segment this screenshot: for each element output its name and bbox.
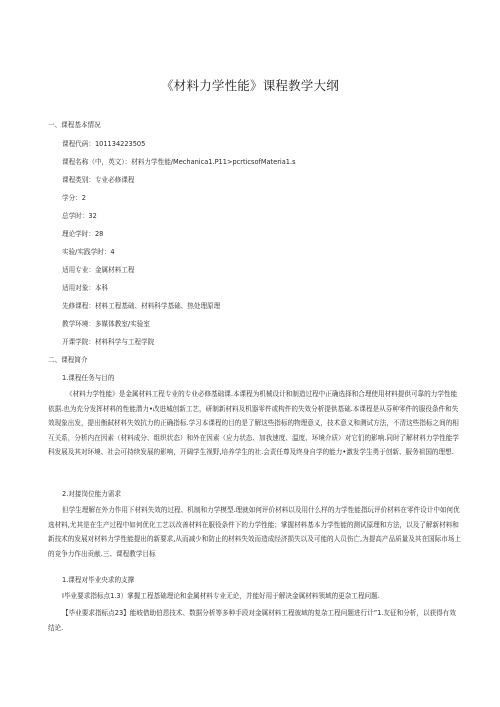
info-audience: 适用对象：本科: [62, 284, 109, 292]
paragraph-job-abilities: 但学生理解在外力作用下材料失效的过程、机制和力学模型.理就如何评价材料以及用什么样的力学性能指玩评价材料在零件设计中如何优选材料,尤其是在生产过程中如何优化工艺以改善材料在服役条件下的力学性能；掌握材料基本力学性能的测试原理和方法，以及了解新材料和新技术的发展对材料力学性能提出的新要求,从而减少和防止的材料失效而造成经济损失以及可能的人员伤亡,为提高产品质量及其在国际市场上的竞争力作出贡献.三、课程教学目标: [48, 506, 462, 558]
info-course-category: 课程类别：专业必修课程: [62, 176, 135, 184]
info-total-hours: 总学时：32: [62, 212, 97, 220]
subheading-task-purpose: 1.课程任务与目的: [62, 374, 115, 382]
graduation-requirement-1: I毕业要求指标点1.3）掌握工程基础理论和金属材料专业无论，并能好用于解决金属材料领域的更杂工程问题.: [62, 592, 380, 600]
section-heading-basic-info: 一、课程基本情况: [48, 121, 101, 129]
section-heading-intro: 二、课程简介: [48, 356, 88, 364]
info-prerequisites: 先修课程：材料工程基础、材料科学基础、热处理原理: [62, 302, 221, 310]
info-major: 适用专业：金属材料工程: [62, 266, 135, 274]
info-teaching-environment: 教学环境：多媒体教室/实验室: [62, 320, 150, 328]
subheading-job-abilities: 2.对接岗位能力需求: [62, 490, 122, 498]
info-college: 开课学院：材料科学与工程学院: [62, 338, 155, 346]
subheading-graduation-support: 1.课程对毕业央求的支撑: [62, 576, 135, 584]
document-title: 《材料力学性能》课程教学大纲: [161, 78, 339, 93]
info-theory-hours: 理论学时：28: [62, 230, 104, 238]
info-credits: 学分：2: [62, 194, 86, 202]
paragraph-task-purpose: 《材料力学性能》是金属材料工程专业的专业必修基础课.本课程为机械设计和制造过程中正确选择和合理使用材料提供可靠的力学性能依据.也为充分发挥材料的性能潜力•改进城创新工艺，研制新材料及机器零件或构件的失效分析提供基础.本课程是从芬种零件的服役条件和失效现象出发，提出衡弑材料失效抗力的正确指标.学习本课程的目的是了解这些指标的物理意义，技术意义和测试方法，不清这些指标之间的相互关系，分析内在因素（材料成分、组织状态）和外在因素（应力状态、加我速度、温度、环境介质）对它们的影响.同时了解材料力学性能学科发展及其对环境、社会可持续发展的影响，开阔学生视野,培养学生的社.会责任尊及终身自学的能力•激发学生勇于创新、服务祖国的理想.: [48, 390, 459, 456]
info-course-code: 课程代码：101134223505: [62, 140, 146, 148]
info-lab-hours: 实验/实践学时：4: [62, 248, 115, 256]
graduation-requirement-2: 【毕业要求指标点23】能岐借助伯恩技术、数据分析等多种手段对金属材料工程彼域的复杂工程问题进行计”1.友征和分析，以获得有效结论.: [48, 609, 456, 632]
info-course-name: 课程名称（中，英文）：材料力学性能/Mechanica1.P11>pcrticsofMateria1.s: [62, 158, 296, 166]
